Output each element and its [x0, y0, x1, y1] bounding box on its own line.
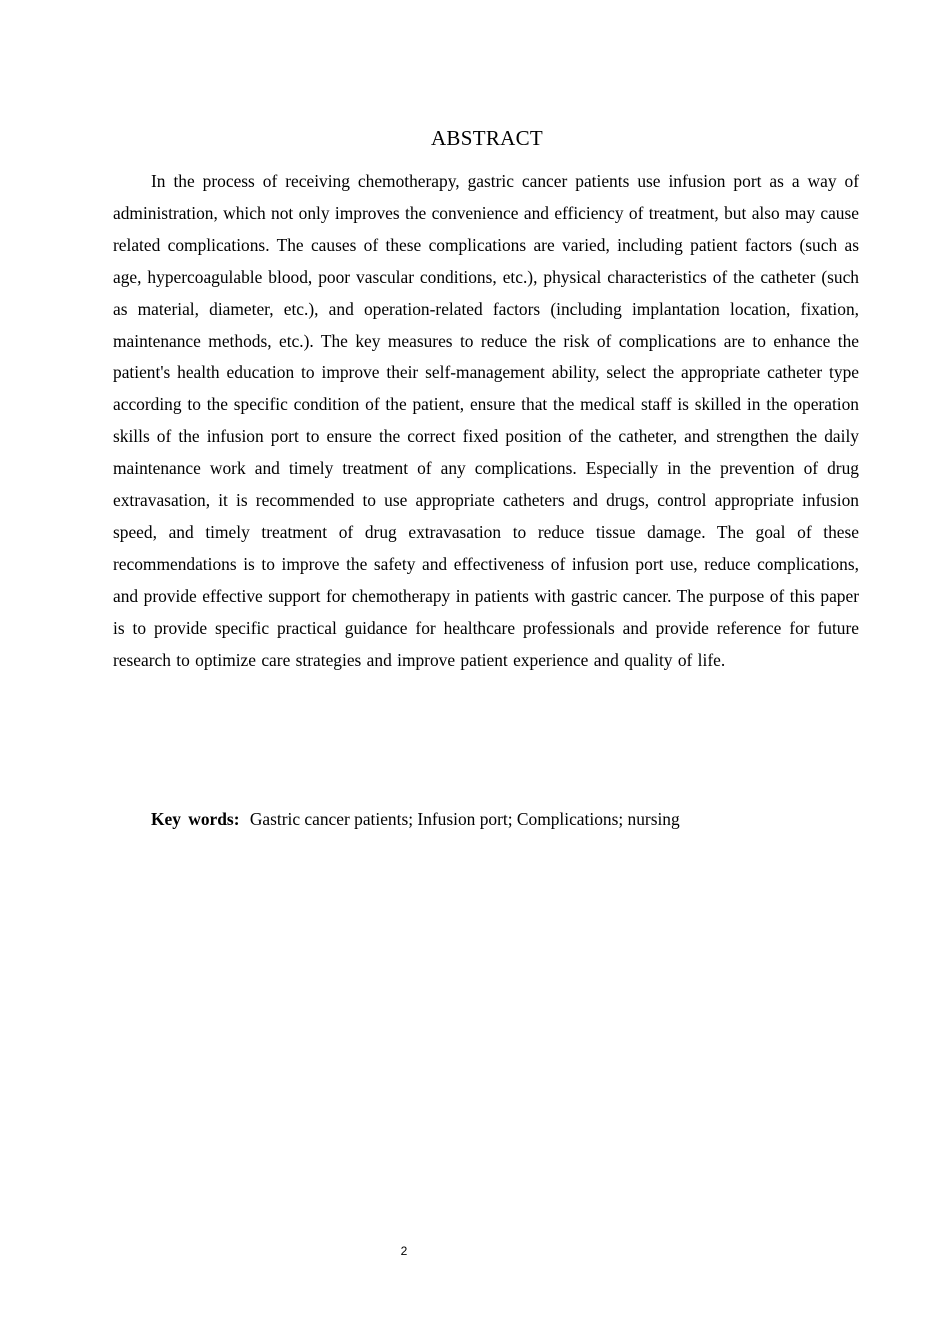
keywords-text: Gastric cancer patients; Infusion port; Complications; nursing — [249, 809, 680, 829]
abstract-paragraph: In the process of receiving chemotherapy, gastric cancer patients use infusion port as a way of administration, which not only improves the convenience and efficiency of treatment, but also may cause related complications. The causes of these complications are varied, including patient factors (such as age, hypercoagulable blood, poor vascular conditions, etc.), physical characteristics of the catheter (such as material, diameter, etc.), and operation-related factors (including implantation location, fixation, maintenance methods, etc.). The key measures to reduce the risk of complications are to enhance the patient's health education to improve their self-management ability, select the appropriate catheter type according to the specific condition of the patient, ensure that the medical staff is skilled in the operation skills of the infusion port to ensure the correct fixed position of the catheter, and strengthen the daily maintenance work and timely treatment of any complications. Especially in the prevention of drug extravasation, it is recommended to use appropriate catheters and drugs, control appropriate infusion speed, and timely treatment of drug extravasation to reduce tissue damage. The goal of these recommendations is to improve the safety and effectiveness of infusion port use, reduce complications, and provide effective support for chemotherapy in patients with gastric cancer. The purpose of this paper is to provide specific practical guidance for healthcare professionals and provide reference for future research to optimize care strategies and improve patient experience and quality of life. — [113, 171, 859, 670]
page-number: 2 — [400, 1244, 408, 1258]
keywords-line — [151, 804, 859, 836]
keywords-label: Key words: — [151, 809, 240, 829]
abstract-title: ABSTRACT — [430, 126, 544, 150]
